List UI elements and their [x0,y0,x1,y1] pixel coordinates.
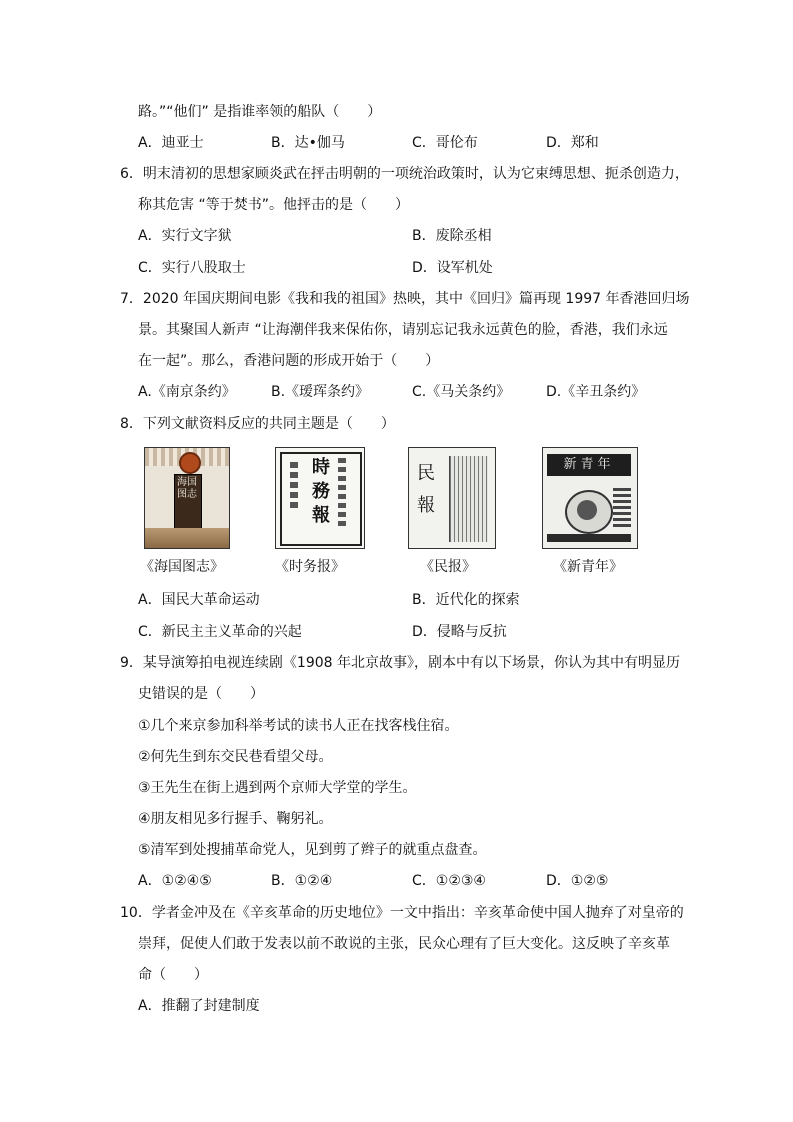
q8-option-d: D．侵略与反抗 [412,624,507,640]
q9-item-1: ①几个来京参加科举考试的读书人正在找客栈住宿。 [138,718,459,734]
q10-stem-line2: 崇拜，促使人们敢于发表以前不敢说的主张，民众心理有了巨大变化。这反映了辛亥革 [138,936,670,952]
emblem-icon [577,500,597,520]
q6-option-c: C．实行八股取士 [138,260,246,276]
q10-stem-line1: 10．学者金冲及在《辛亥革命的历史地位》一文中指出：辛亥革命使中国人抛弃了对皇帝的 [120,905,684,921]
haiguotuzhi-cover-title: 海国图志 [177,477,197,500]
q6-option-d: D．设军机处 [412,260,493,276]
q7-option-a: A.《南京条约》 [138,384,236,400]
minbao-cover-image [408,447,496,549]
q10-option-a: A．推翻了封建制度 [138,998,260,1014]
haiguotuzhi-cover-image [144,447,230,549]
q5-option-a: A．迪亚士 [138,135,204,151]
q8-caption-2: 《时务报》 [275,559,345,575]
q7-option-b: B.《瑷珲条约》 [271,384,370,400]
q7-stem-line1: 7．2020 年国庆期间电影《我和我的祖国》热映，其中《回归》篇再现 1997 年香港回归场 [120,291,690,307]
q9-item-4: ④朋友相见多行握手、鞠躬礼。 [138,811,333,827]
q6-option-b: B．废除丞相 [412,228,492,244]
minbao-cover-title: 民報 [417,463,435,516]
q9-item-3: ③王先生在街上遇到两个京师大学堂的学生。 [138,780,417,796]
q8-option-b: B．近代化的探索 [412,592,520,608]
q9-item-2: ②何先生到东交民巷看望父母。 [138,749,333,765]
q5-stem-tail: 路。”“他们” 是指谁率领的船队（ ） [138,104,382,120]
q9-option-c: C．①②③④ [412,873,486,889]
q8-caption-1: 《海国图志》 [140,559,224,575]
q9-option-d: D．①②⑤ [546,873,609,889]
xinqingnian-cover-image [542,447,638,549]
q8-stem: 8．下列文献资料反应的共同主题是（ ） [120,416,395,432]
shiwubao-cover-title: 時務報 [312,457,330,526]
q7-option-d: D.《辛丑条约》 [546,384,646,400]
q8-caption-4: 《新青年》 [553,559,623,575]
q8-option-c: C．新民主主义革命的兴起 [138,624,302,640]
q6-stem-line2: 称其危害 “等于焚书”。他抨击的是（ ） [138,197,409,213]
xinqingnian-cover-title: 新青年 [563,457,615,472]
q9-stem-line1: 9．某导演筹拍电视连续剧《1908 年北京故事》，剧本中有以下场景，你认为其中有明显历 [120,655,680,671]
q6-option-a: A．实行文字狱 [138,228,232,244]
q5-option-d: D．郑和 [546,135,599,151]
q7-stem-line2: 景。其聚国人新声 “让海潮伴我来保佑你，请别忘记我永远黄色的脸，香港，我们永远 [138,322,668,338]
seal-icon [179,452,201,474]
q7-option-c: C.《马关条约》 [412,384,511,400]
q5-option-c: C．哥伦布 [412,135,478,151]
q9-option-a: A．①②④⑤ [138,873,212,889]
q6-stem-line1: 6．明末清初的思想家顾炎武在抨击明朝的一项统治政策时，认为它束缚思想、扼杀创造力， [120,166,689,182]
q8-caption-3: 《民报》 [420,559,476,575]
q9-option-b: B．①②④ [271,873,333,889]
q9-item-5: ⑤清军到处搜捕革命党人，见到剪了辫子的就重点盘查。 [138,842,487,858]
q7-stem-line3: 在一起”。那么，香港问题的形成开始于（ ） [138,353,440,369]
q5-option-b: B．达•伽马 [271,135,345,151]
q10-stem-line3: 命（ ） [138,967,208,983]
shiwubao-cover-image [275,447,365,549]
q9-stem-line2: 史错误的是（ ） [138,686,264,702]
q8-option-a: A．国民大革命运动 [138,592,260,608]
